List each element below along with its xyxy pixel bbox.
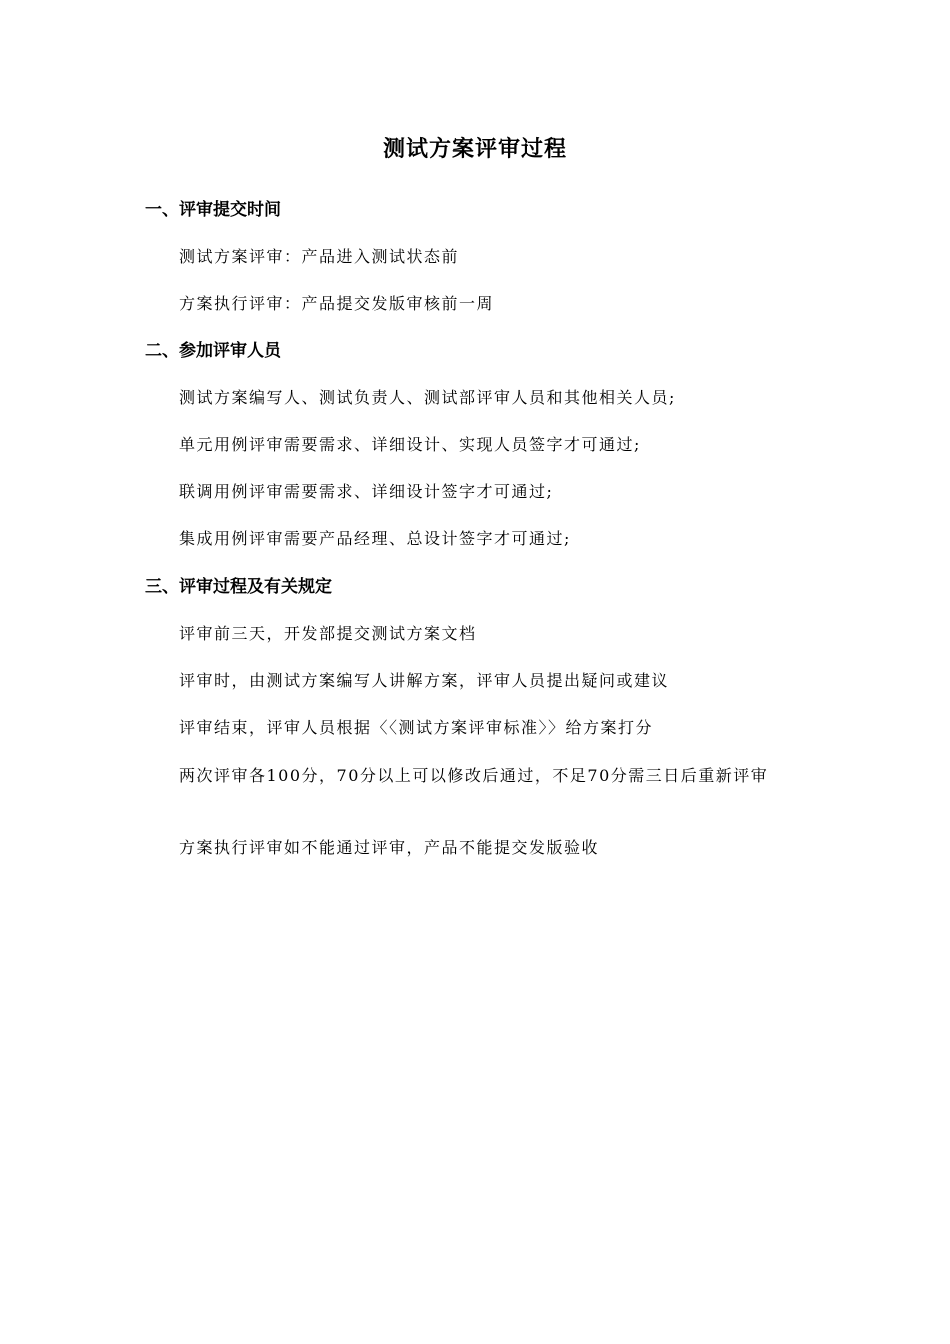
paragraph: 联调用例评审需要需求、详细设计签字才可通过; [179, 482, 554, 501]
paragraph: 测试方案评审：产品进入测试状态前 [179, 247, 460, 266]
paragraph: 评审前三天，开发部提交测试方案文档 [179, 624, 477, 643]
paragraph: 两次评审各100分，70分以上可以修改后通过，不足70分需三日后重新评审 [179, 766, 769, 785]
page-title: 测试方案评审过程 [382, 137, 567, 162]
paragraph: 测试方案编写人、测试负责人、测试部评审人员和其他相关人员; [179, 388, 676, 407]
paragraph: 评审结束，评审人员根据〈〈测试方案评审标准〉〉给方案打分 [179, 718, 654, 737]
paragraph: 集成用例评审需要产品经理、总设计签字才可通过; [179, 529, 571, 548]
paragraph: 方案执行评审：产品提交发版审核前一周 [179, 294, 495, 313]
paragraph: 方案执行评审如不能通过评审，产品不能提交发版验收 [179, 838, 600, 857]
section-heading-participants: 二、参加评审人员 [145, 341, 281, 361]
section-heading-process-rules: 三、评审过程及有关规定 [145, 577, 332, 597]
section-heading-submission-time: 一、评审提交时间 [145, 200, 281, 220]
paragraph: 评审时，由测试方案编写人讲解方案，评审人员提出疑问或建议 [179, 671, 670, 690]
paragraph: 单元用例评审需要需求、详细设计、实现人员签字才可通过; [179, 435, 641, 454]
